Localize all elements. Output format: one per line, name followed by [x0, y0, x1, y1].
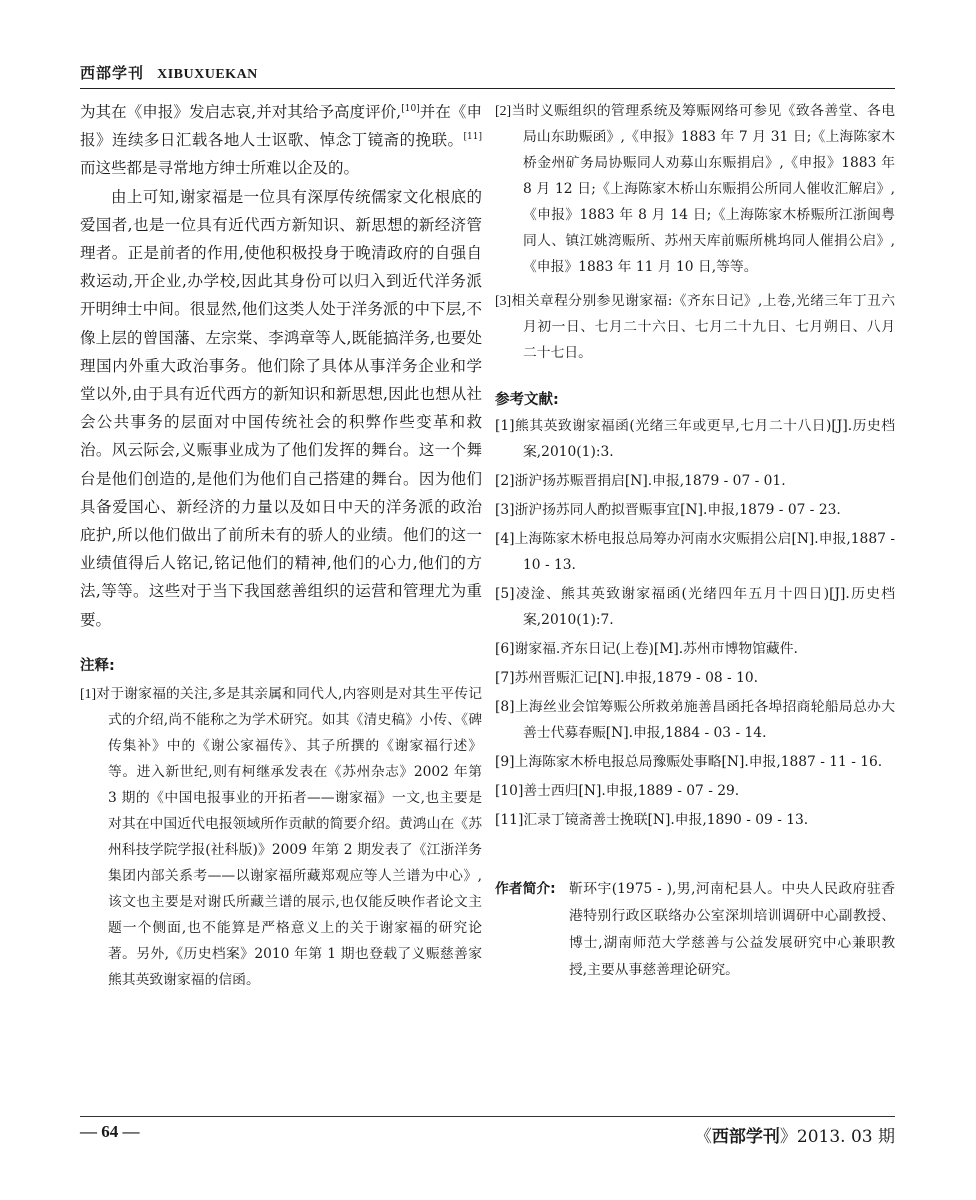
reference-item [495, 636, 895, 662]
citation-11: [11] [463, 132, 482, 143]
note-text: 对于谢家福的关注,多是其亲属和同代人,内容则是对其生平传记式的介绍,尚不能称之为学术研究。如其《清史稿》小传、《碑传集补》中的《谢公家福传》、其子所撰的《谢家福行述》等。进入新世纪,则有柯继承发表在《苏州杂志》2002 年第 3 期的《中国电报事业的开拓者——谢家福》一文,也主要是对其在中国近代电报领域所作贡献的简要介绍。黄鸿山在《苏州科技学院学报(社科版)》2009 年第 2 期发表了《江浙洋务集团内部关系考——以谢家福所藏郑观应等人兰谱为中心》,该文也主要是对谢氏所藏兰谱的展示,也仅能反映作者论文主题一个侧面,也不能算是严格意义上的关于谢家福的研究论著。另外,《历史档案》2010 年第 1 期也登载了义赈慈善家熊其英致谢家福的信函。 [96, 685, 482, 988]
body-paragraph-1 [80, 98, 482, 183]
reference-text: 上海陈家木桥电报总局豫赈处事略[N].申报,1887 - 11 - 16. [514, 754, 883, 770]
author-text: 靳环宇(1975 - ),男,河南杞县人。中央人民政府驻香港特别行政区联络办公室深圳培训调研中心副教授、博士,湖南师范大学慈善与公益发展研究中心兼职教授,主要从事慈善理论研究。 [569, 881, 895, 978]
reference-number: [9] [495, 754, 515, 770]
journal-name-latin: XIBUXUEKAN [157, 67, 258, 82]
reference-item [495, 468, 895, 494]
reference-text: 汇录丁镜斋善士挽联[N].申报,1890 - 09 - 13. [523, 812, 809, 828]
notes-heading: 注释: [80, 657, 115, 674]
footer-bracket: 《 [694, 1127, 712, 1147]
note-item [495, 98, 895, 280]
footer-journal-issue [695, 1122, 895, 1147]
reference-number: [8] [495, 699, 515, 715]
reference-item [495, 665, 895, 691]
author-bio [495, 876, 895, 984]
note-item [495, 288, 895, 366]
note-text: 相关章程分别参见谢家福:《齐东日记》,上卷,光绪三年丁丑六月初一日、七月二十六日、七月二十九日、七月朔日、八月二十七日。 [511, 293, 895, 361]
reference-text: 上海丝业会馆筹赈公所救弟施善昌函托各埠招商轮船局总办大善士代募春赈[N].申报,1884 - 03 - 14. [514, 699, 895, 741]
reference-number: [6] [495, 641, 515, 657]
header-rule [80, 88, 895, 89]
reference-text: 浙沪扬苏赈晋捐启[N].申报,1879 - 07 - 01. [514, 473, 786, 489]
reference-item [495, 807, 895, 833]
footer-issue: 》2013. 03 期 [779, 1127, 895, 1147]
reference-text: 上海陈家木桥电报总局筹办河南水灾赈捐公启[N].申报,1887 - 10 - 13. [514, 531, 895, 573]
footer-journal-name: 西部学刊 [711, 1127, 780, 1147]
reference-number: [10] [495, 783, 524, 799]
reference-number: [2] [495, 473, 515, 489]
text-run: 并在《申报》连续多日汇载各地人士讴歌、悼念丁镜斋的挽联。 [80, 103, 482, 150]
reference-text: 善士西归[N].申报,1889 - 07 - 29. [523, 783, 740, 799]
reference-item [495, 694, 895, 746]
reference-number: [11] [495, 812, 524, 828]
reference-text: 熊其英致谢家福函(光绪三年或更早,七月二十八日)[J].历史档案,2010(1):3. [514, 418, 895, 460]
reference-number: [5] [495, 586, 515, 602]
note-text: 当时义赈组织的管理系统及筹赈网络可参见《致各善堂、各电局山东助赈函》,《申报》1883 年 7 月 31 日;《上海陈家木桥金州矿务局协赈同人劝募山东赈捐启》,《申报》1883 年 8 月 12 日;《上海陈家木桥山东赈捐公所同人催收汇解启》,《申报》1883 年 8 月 14 日;《上海陈家木桥赈所江浙闽粤同人、镇江姚湾赈所、苏州天库前赈所桃坞同人催捐公启》,《申报》1883 年 11 月 10 日,等等。 [511, 103, 895, 275]
reference-number: [7] [495, 670, 515, 686]
reference-text: 谢家福.齐东日记(上卷)[M].苏州市博物馆藏件. [514, 641, 798, 657]
reference-text: 浙沪扬苏同人酌拟晋赈事宜[N].申报,1879 - 07 - 23. [514, 502, 841, 518]
text-run: 而这些都是寻常地方绅士所难以企及的。 [80, 159, 360, 178]
citation-10: [10] [401, 103, 420, 114]
note-item [80, 681, 482, 993]
reference-text: 苏州晋赈汇记[N].申报,1879 - 08 - 10. [514, 670, 759, 686]
reference-item [495, 749, 895, 775]
reference-item [495, 497, 895, 523]
page-number: — 64 — [80, 1122, 140, 1141]
journal-name-header: 西部学刊 [80, 64, 145, 82]
reference-number: [1] [495, 418, 515, 434]
note-number: [1] [80, 685, 97, 701]
reference-number: [4] [495, 531, 515, 547]
author-label: 作者简介: [495, 881, 556, 897]
reference-item [495, 581, 895, 633]
reference-item [495, 413, 895, 465]
note-number: [3] [495, 293, 512, 308]
text-run: 为其在《申报》发启志哀,并对其给予高度评价, [80, 103, 402, 121]
note-number: [2] [495, 103, 512, 118]
running-header [80, 62, 895, 88]
left-column [80, 98, 482, 993]
reference-item [495, 778, 895, 804]
reference-number: [3] [495, 502, 515, 518]
reference-item [495, 526, 895, 578]
reference-text: 凌淦、熊其英致谢家福函(光绪四年五月十四日)[J].历史档案,2010(1):7. [514, 586, 895, 628]
references-heading: 参考文献: [495, 392, 559, 408]
footer-rule [80, 1116, 895, 1117]
body-paragraph-2: 由上可知,谢家福是一位具有深厚传统儒家文化根底的爱国者,也是一位具有近代西方新知识、新思想的新经济管理者。正是前者的作用,使他积极投身于晚清政府的自强自救运动,开企业,办学校,因此其身份可以归入到近代洋务派开明绅士中间。很显然,他们这类人处于洋务派的中下层,不像上层的曾国藩、左宗棠、李鸿章等人,既能搞洋务,也要处理国内外重大政治事务。他们除了具体从事洋务企业和学堂以外,由于具有近代西方的新知识和新思想,因此也想从社会公共事务的层面对中国传统社会的积弊作些变革和救治。风云际会,义赈事业成为了他们发挥的舞台。这一个舞台是他们创造的,是他们为他们自己搭建的舞台。因为他们具备爱国心、新经济的力量以及如日中天的洋务派的政治庇护,所以他们做出了前所未有的骄人的业绩。他们的这一业绩值得后人铭记,铭记他们的精神,他们的心力,他们的方法,等等。这些对于当下我国慈善组织的运营和管理尤为重要。 [80, 187, 482, 629]
reference-list [495, 413, 895, 833]
right-column [495, 98, 895, 836]
